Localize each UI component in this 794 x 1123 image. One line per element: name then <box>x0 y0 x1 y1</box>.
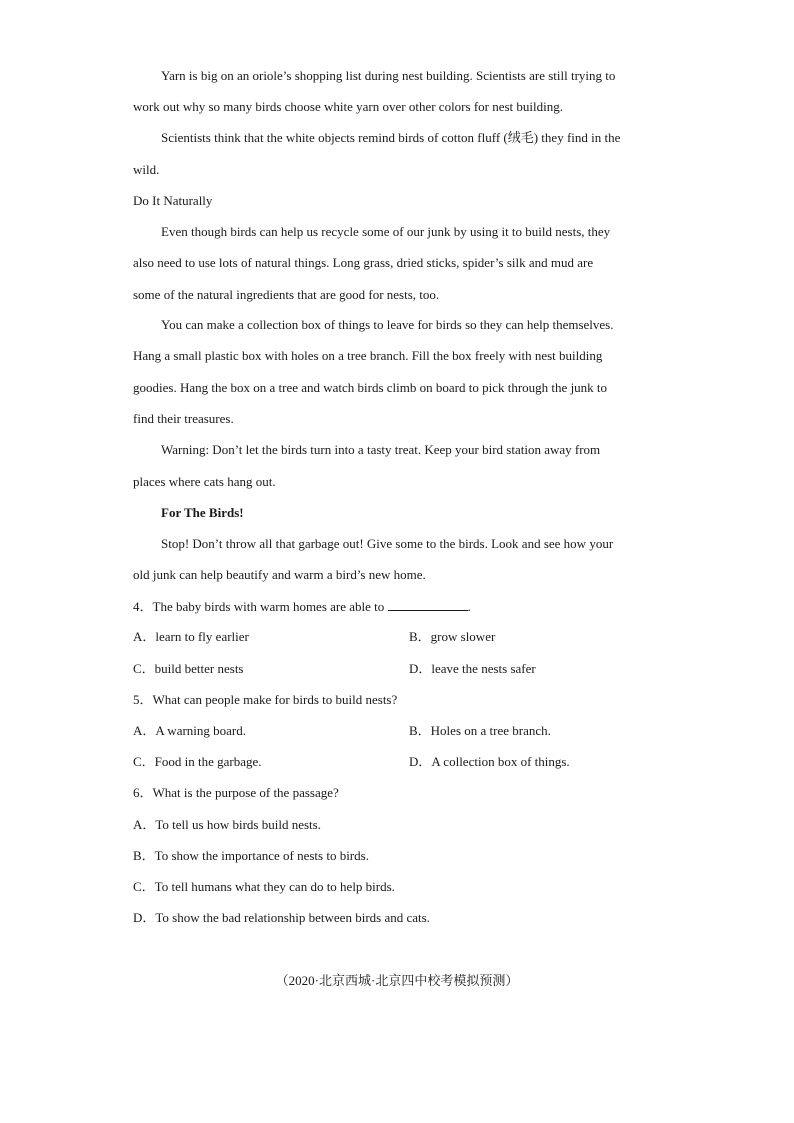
source-citation: （2020·北京西城·北京四中校考模拟预测） <box>275 973 519 988</box>
question-4-stem <box>133 598 471 615</box>
paragraph-collection-box-line-1: You can make a collection box of things to leave for birds so they can help themselves. <box>161 317 614 332</box>
paragraph-collection-box-line-3: goodies. Hang the box on a tree and watch birds climb on board to pick through the junk to <box>133 380 608 395</box>
paragraph-natural-line-2: also need to use lots of natural things. Long grass, dried sticks, spider’s silk and mud are <box>133 255 594 270</box>
question-5-stem: 5．What can people make for birds to build nests? <box>133 692 398 707</box>
question-4-option-b: B．grow slower <box>409 629 496 644</box>
answer-blank <box>388 598 468 611</box>
question-6-option-b: B．To show the importance of nests to birds. <box>133 848 369 863</box>
section-heading-natural: Do It Naturally <box>133 193 213 208</box>
question-5-option-c: C．Food in the garbage. <box>133 754 262 769</box>
question-6-option-a: A．To tell us how birds build nests. <box>133 817 321 832</box>
question-5-option-a: A．A warning board. <box>133 723 247 738</box>
paragraph-natural-line-3: some of the natural ingredients that are good for nests, too. <box>133 287 440 302</box>
paragraph-white-objects-line-1: Scientists think that the white objects remind birds of cotton fluff (绒毛) they find in the <box>161 130 621 145</box>
question-6-option-d: D．To show the bad relationship between birds and cats. <box>133 910 430 925</box>
section-heading-for-the-birds: For The Birds! <box>161 505 244 520</box>
paragraph-yarn-line-2: work out why so many birds choose white yarn over other colors for nest building. <box>133 99 564 114</box>
paragraph-stop-line-1: Stop! Don’t throw all that garbage out! Give some to the birds. Look and see how your <box>161 536 614 551</box>
paragraph-white-objects-line-2: wild. <box>133 162 160 177</box>
paragraph-natural-line-1: Even though birds can help us recycle some of our junk by using it to build nests, they <box>161 224 611 239</box>
question-6-option-c: C．To tell humans what they can do to help birds. <box>133 879 395 894</box>
paragraph-collection-box-line-4: find their treasures. <box>133 411 234 426</box>
question-4-stem-end: . <box>467 599 471 614</box>
paragraph-collection-box-line-2: Hang a small plastic box with holes on a tree branch. Fill the box freely with nest building <box>133 348 603 363</box>
question-4-stem-text: 4．The baby birds with warm homes are able to <box>133 599 388 614</box>
paragraph-warning-line-2: places where cats hang out. <box>133 474 276 489</box>
paragraph-stop-line-2: old junk can help beautify and warm a bird’s new home. <box>133 567 426 582</box>
paragraph-yarn-line-1: Yarn is big on an oriole’s shopping list during nest building. Scientists are still trying to <box>161 68 616 83</box>
question-5-option-b: B．Holes on a tree branch. <box>409 723 551 738</box>
question-4-option-c: C．build better nests <box>133 661 244 676</box>
question-4-option-a: A．learn to fly earlier <box>133 629 249 644</box>
question-5-option-d: D．A collection box of things. <box>409 754 570 769</box>
question-6-stem: 6．What is the purpose of the passage? <box>133 785 339 800</box>
paragraph-warning-line-1: Warning: Don’t let the birds turn into a tasty treat. Keep your bird station away from <box>161 442 601 457</box>
question-4-option-d: D．leave the nests safer <box>409 661 536 676</box>
